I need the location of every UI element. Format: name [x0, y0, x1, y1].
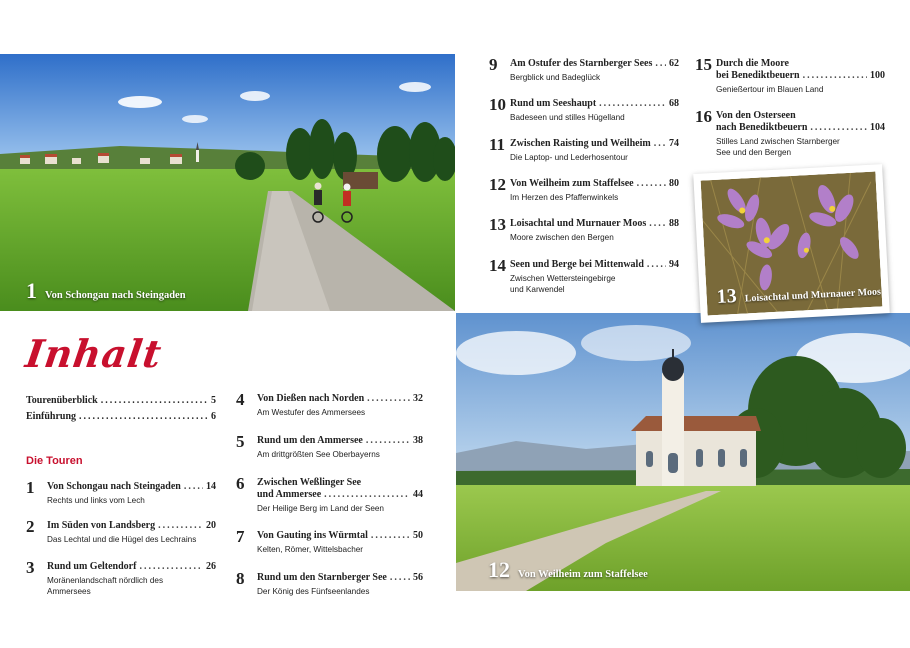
photo-cyclists-road	[0, 54, 455, 311]
photo-polaroid-crocus	[693, 164, 890, 323]
photo-caption-tour-1: 1 Von Schongau nach Steingaden	[26, 278, 186, 303]
toc-entry-tour-8[interactable]: 8 Rund um den Starnberger See ..... 56 Der König des Fünfseenlandes	[236, 572, 423, 597]
toc-entry-tour-3[interactable]: 3 Rund um Geltendorf ..... 26 Moränenlandschaft nördlich des Ammersees	[26, 561, 216, 597]
toc-entry-tour-5[interactable]: 5 Rund um den Ammersee ..... 38 Am drittgrößten See Oberbayerns	[236, 435, 423, 460]
photo-caption-tour-12: 12 Von Weilheim zum Staffelsee	[488, 557, 648, 582]
toc-entry-tour-10[interactable]: 10 Rund um Seeshaupt ..... 68 Badeseen und stilles Hügelland	[489, 98, 679, 123]
toc-entry-tour-1[interactable]: 1 Von Schongau nach Steingaden ..... 14 Rechts und links vom Lech	[26, 481, 216, 506]
toc-entry-tour-13[interactable]: 13 Loisachtal und Murnauer Moos ..... 88 Moore zwischen den Bergen	[489, 218, 679, 243]
toc-entry-tour-12[interactable]: 12 Von Weilheim zum Staffelsee ..... 80 Im Herzen des Pfaffenwinkels	[489, 178, 679, 203]
toc-entry-tour-6[interactable]: 6 Zwischen Weßlinger See und Ammersee ..... 44 Der Heilige Berg im Land der Seen	[236, 477, 423, 514]
section-label-tours: Die Touren	[26, 455, 83, 467]
toc-entry-tour-14[interactable]: 14 Seen und Berge bei Mittenwald ..... 94 Zwischen Wettersteingebirge und Karwendel	[489, 259, 679, 295]
toc-entry-tour-11[interactable]: 11 Zwischen Raisting und Weilheim ..... 74 Die Laptop- und Lederhosentour	[489, 138, 679, 163]
toc-entry-tour-2[interactable]: 2 Im Süden von Landsberg ..... 20 Das Lechtal und die Hügel des Lechrains	[26, 520, 216, 545]
toc-entry-tour-15[interactable]: 15 Durch die Moore bei Benediktbeuern ..... 100 Genießertour im Blauen Land	[695, 58, 885, 95]
toc-entry-tour-7[interactable]: 7 Von Gauting ins Würmtal ..... 50 Kelten, Römer, Wittelsbacher	[236, 530, 423, 555]
photo-chapel-meadow	[456, 313, 910, 591]
toc-entry-tour-16[interactable]: 16 Von den Osterseen nach Benediktbeuern ..... 104 Stilles Land zwischen Starnberger See und den Bergen	[695, 110, 885, 158]
toc-row-tourenueberblick[interactable]: Tourenüberblick ..... 5	[26, 395, 216, 406]
toc-entry-tour-9[interactable]: 9 Am Ostufer des Starnberger Sees ..... 62 Bergblick und Badeglück	[489, 58, 679, 83]
page-title: Inhalt	[22, 331, 165, 376]
toc-entry-tour-4[interactable]: 4 Von Dießen nach Norden ..... 32 Am Westufer des Ammersees	[236, 393, 423, 418]
toc-row-einfuehrung[interactable]: Einführung ..... 6	[26, 411, 216, 422]
photo-caption-tour-13: 13 Loisachtal und Murnauer Moos	[716, 284, 882, 308]
